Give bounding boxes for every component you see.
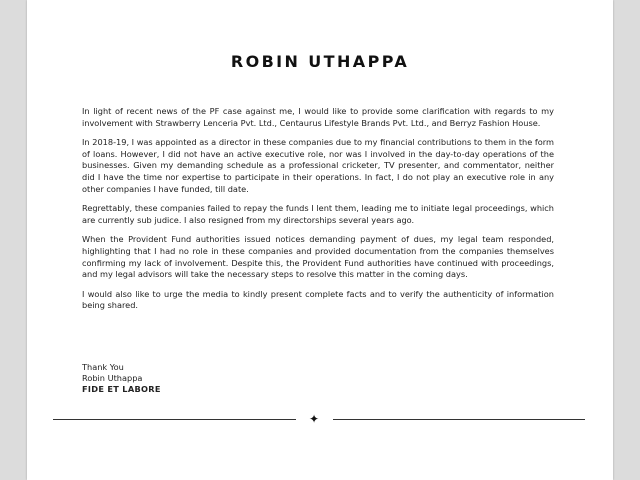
- page-title: ROBIN UTHAPPA: [230, 52, 410, 71]
- paragraph-2: In 2018-19, I was appointed as a director in these companies due to my financial contributions to them in the form of loans. However, I did not have an active executive role, nor was I involved in the day-to-day operations of the businesses. Given my demanding schedule as a professional cricketer, TV presenter, and commentator, neither did I have the time nor expertise to participate in their operations. In fact, I do not play an executive role in any other companies I have funded, till date.: [82, 137, 554, 194]
- paragraph-1: In light of recent news of the PF case against me, I would like to provide some clarification with regards to my involvement with Strawberry Lenceria Pvt. Ltd., Centaurus Lifestyle Brands Pvt. Ltd., and Berryz Fashion House.: [82, 106, 554, 128]
- paragraph-3: Regrettably, these companies failed to repay the funds I lent them, leading me to initiate legal proceedings, which are currently sub judice. I also resigned from my directorships several years ago.: [82, 203, 554, 225]
- diamond-ornament-icon: ✦: [308, 412, 320, 426]
- signer-name: Robin Uthappa: [82, 373, 143, 383]
- motto-text: FIDE ET LABORE: [82, 384, 161, 394]
- closing-text: Thank You: [82, 362, 124, 372]
- divider-right-line: [333, 419, 585, 420]
- paragraph-5: I would also like to urge the media to kindly present complete facts and to verify the authenticity of information being shared.: [82, 288, 554, 311]
- paragraph-4: When the Provident Fund authorities issued notices demanding payment of dues, my legal team responded, highlighting that I had no role in these companies and provided documentation from the companies themselves confirming my lack of involvement. Despite this, the Provident Fund authorities have continued with proceedings, and my legal advisors will take the necessary steps to resolve this matter in the coming days.: [82, 234, 554, 280]
- signoff-block: [82, 362, 161, 395]
- divider-left-line: [53, 419, 296, 420]
- statement-body: [82, 106, 554, 320]
- statement-page: [27, 0, 613, 480]
